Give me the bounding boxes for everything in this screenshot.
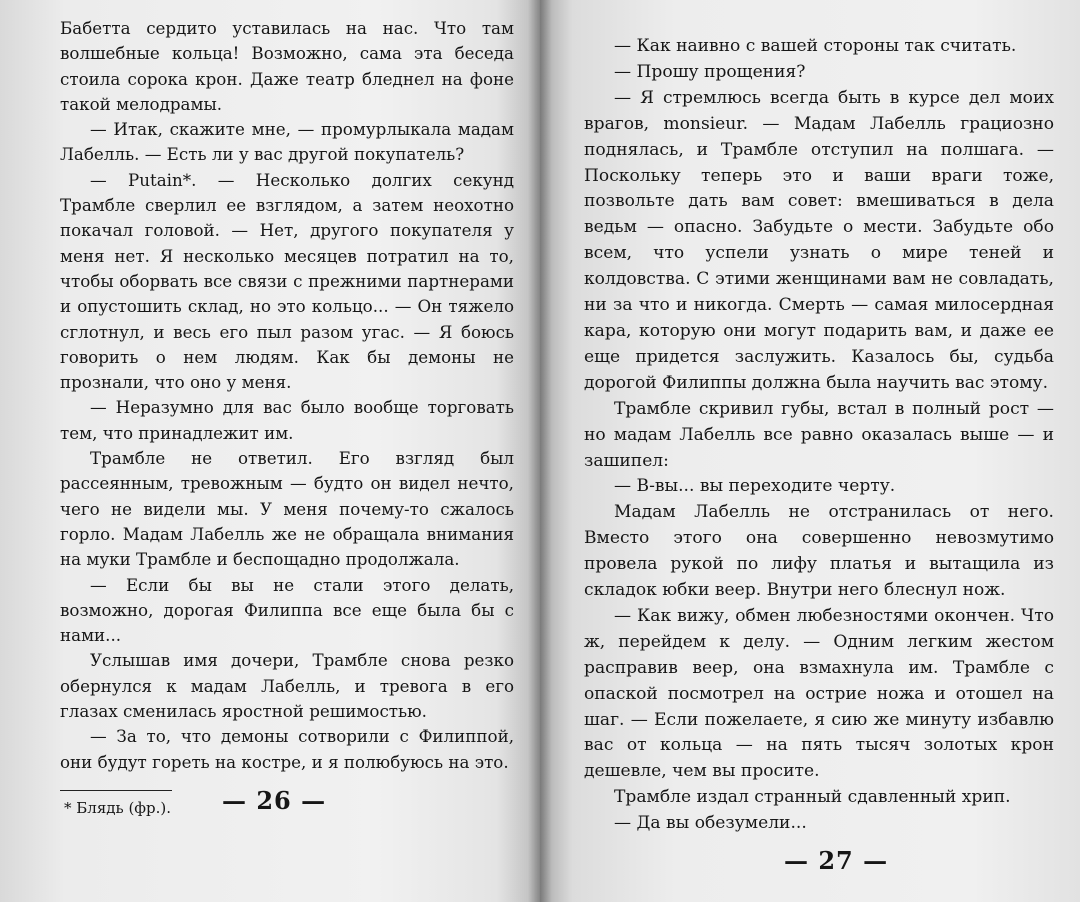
footnote: * Блядь (фр.).: [64, 799, 172, 817]
paragraph: Мадам Лабелль не отстранилась от него. Вместо этого она совершенно невозмутимо провела рукой по лифу платья и вытащила из складок юбки веер. Внутри него блеснул нож.: [584, 502, 1054, 601]
right-page-body: [584, 34, 1054, 837]
right-page: [540, 0, 1080, 902]
paragraph: — Итак, скажите мне, — промурлыкала мадам Лабелль. — Есть ли у вас другой покупатель?: [60, 119, 514, 165]
paragraph: — Putain*. — Несколько долгих секунд Трамбле сверлил ее взглядом, а затем неохотно покачал головой. — Нет, другого покупателя у меня нет. Я несколько месяцев потратил на то, чтобы оборвать все связи с прежними партнерами и опустошить склад, но это кольцо... — Он тяжело сглотнул, и весь его пыл разом угас. — Я боюсь говорить о нем людям. Как бы демоны не прознали, что оно у меня.: [60, 169, 514, 393]
book-gutter: [528, 0, 552, 902]
paragraph: — Если бы вы не стали этого делать, возможно, дорогая Филиппа все еще была бы с нами...: [60, 574, 514, 646]
page-number-right: — 27 —: [784, 846, 889, 875]
paragraph: — Как вижу, обмен любезностями окончен. Что ж, перейдем к делу. — Одним легким жестом расправив веер, она взмахнула им. Трамбле с опаской посмотрел на острие ножа и отошел на шаг. — Если пожелаете, я сию же минуту избавлю вас от кольца — на пять тысяч золотых крон дешевле, чем вы просите.: [584, 605, 1054, 782]
paragraph: Услышав имя дочери, Трамбле снова резко обернулся к мадам Лабелль, и тревога в его глазах сменилась яростной решимостью.: [60, 650, 514, 722]
paragraph: — За то, что демоны сотворили с Филиппой, они будут гореть на костре, и я полюбуюсь на это.: [60, 726, 514, 772]
footnote-divider: [60, 790, 172, 791]
paragraph: — Неразумно для вас было вообще торговать тем, что принадлежит им.: [60, 397, 514, 443]
paragraph: Бабетта сердито уставилась на нас. Что там волшебные кольца! Возможно, сама эта беседа стоила сорока крон. Даже театр бледнел на фоне такой мелодрамы.: [60, 18, 514, 114]
paragraph: — Прошу прощения?: [614, 61, 806, 82]
paragraph: — Да вы обезумели...: [614, 813, 807, 834]
paragraph: — Я стремлюсь всегда быть в курсе дел моих врагов, monsieur. — Мадам Лабелль грациозно поднялась, и Трамбле отступил на полшага. — Поскольку теперь это и ваши враги тоже, позвольте дать вам совет: вмешиваться в дела ведьм — опасно. Забудьте о мести. Забудьте обо всем, что успели узнать о мире теней и колдовства. С этими женщинами вам не совладать, ни за что и никогда. Смерть — самая милосердная кара, которую они могут подарить вам, и даже ее еще придется заслужить. Казалось бы, судьба дорогой Филиппы должна была научить вас этому.: [584, 87, 1054, 393]
paragraph: Трамбле не ответил. Его взгляд был рассеянным, тревожным — будто он видел нечто, чего не видели мы. У меня почему-то сжалось горло. Мадам Лабелль же не обращала внимания на муки Трамбле и беспощадно продолжала.: [60, 448, 514, 570]
paragraph: — Как наивно с вашей стороны так считать.: [614, 36, 1017, 56]
paragraph: Трамбле издал странный сдавленный хрип.: [614, 787, 1011, 808]
left-page-body: [60, 16, 514, 775]
page-number-left: — 26 —: [222, 786, 327, 815]
paragraph: — В-вы... вы переходите черту.: [614, 476, 896, 497]
paragraph: Трамбле скривил губы, встал в полный рост — но мадам Лабелль все равно оказалась выше — и зашипел:: [584, 398, 1054, 471]
